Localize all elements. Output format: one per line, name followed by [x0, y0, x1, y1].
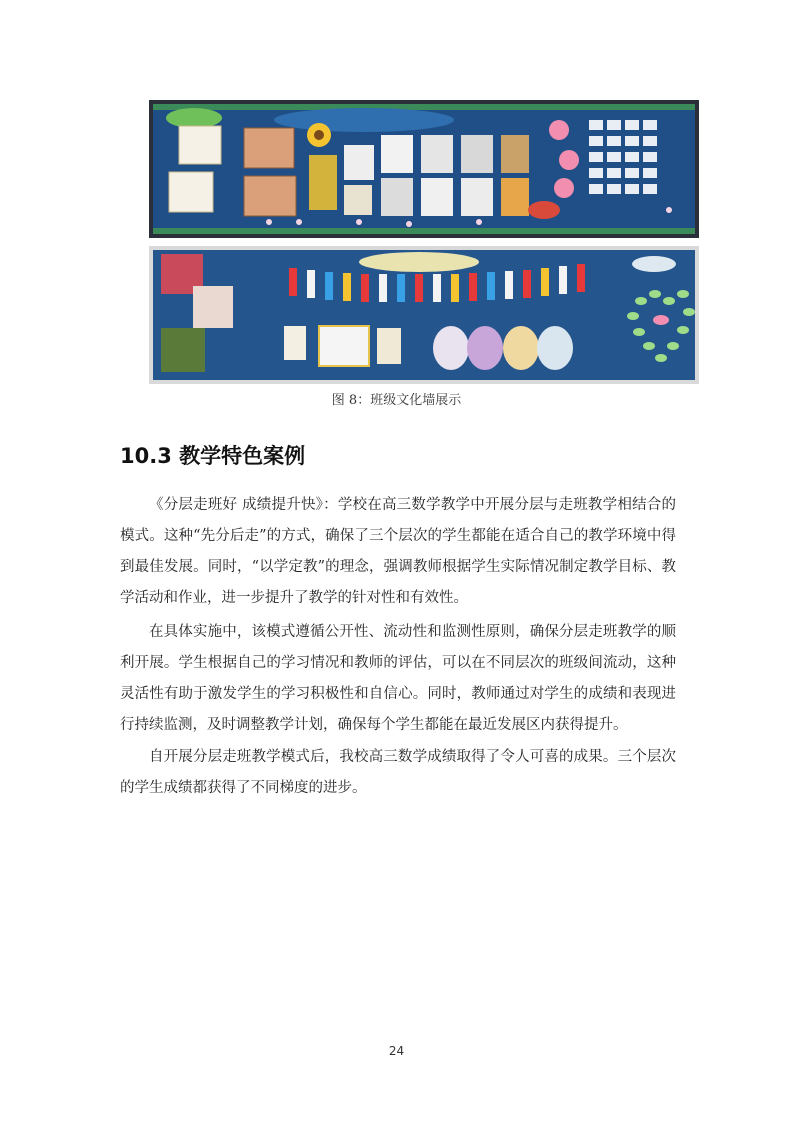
bulletin-board-photo	[149, 100, 699, 238]
paragraph: 自开展分层走班教学模式后，我校高三数学成绩取得了令人可喜的成果。三个层次的学生成绩都获得了不同梯度的进步。	[120, 749, 676, 796]
culture-wall-photo	[149, 246, 699, 384]
section-heading: 10.3 教学特色案例	[120, 444, 306, 468]
paragraph: 《分层走班好 成绩提升快》：学校在高三数学教学中开展分层与走班教学相结合的模式。这种“先分后走”的方式，确保了三个层次的学生都能在适合自己的教学环境中得到最佳发展。同时，“以学定教”的理念，强调教师根据学生实际情况制定教学目标、教学活动和作业，进一步提升了教学的针对性和有效性。	[120, 497, 676, 606]
figure-caption: 图 8：班级文化墙展示	[331, 393, 462, 408]
page-number: 24	[388, 1044, 405, 1058]
bulletin-board-illustration	[149, 100, 699, 238]
paragraph: 在具体实施中，该模式遵循公开性、流动性和监测性原则，确保分层走班教学的顺利开展。学生根据自己的学习情况和教师的评估，可以在不同层次的班级间流动，这种灵活性有助于激发学生的学习积极性和自信心。同时，教师通过对学生的成绩和表现进行持续监测，及时调整教学计划，确保每个学生都能在最近发展区内获得提升。	[120, 624, 676, 733]
culture-wall-illustration	[149, 246, 699, 384]
